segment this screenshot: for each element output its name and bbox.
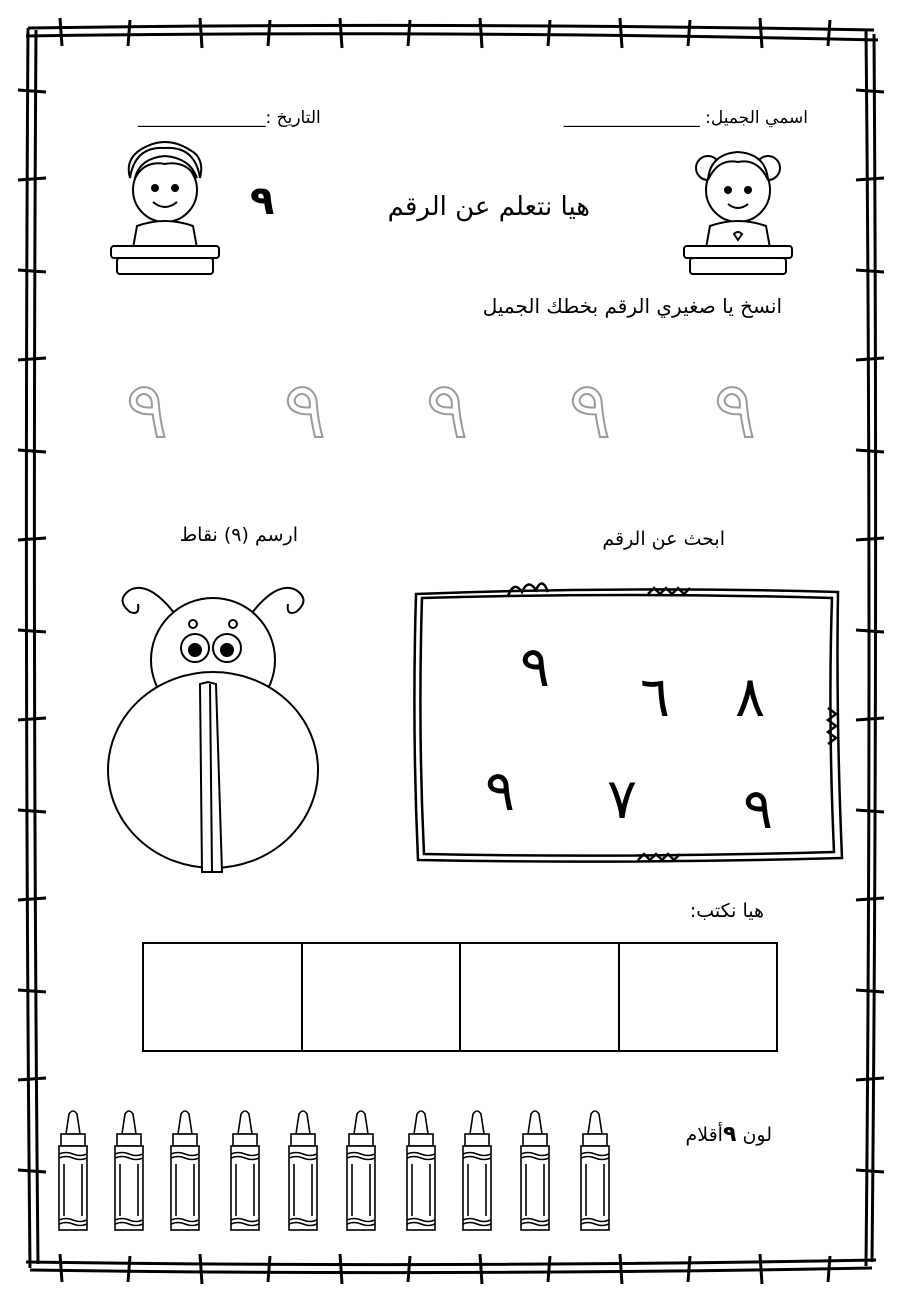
draw-instruction: ارسم (٩) نقاط <box>179 524 298 546</box>
search-digit[interactable]: ٩ <box>742 777 774 842</box>
color-instruction-prefix: لون <box>742 1124 772 1146</box>
trace-digit: ٩ <box>714 366 756 456</box>
page-title: هيا نتعلم عن الرقم <box>387 192 590 222</box>
writing-box[interactable] <box>620 944 777 1050</box>
trace-digit: ٩ <box>569 366 611 456</box>
crayon[interactable] <box>403 1108 439 1234</box>
crayon[interactable] <box>111 1108 147 1234</box>
crayon[interactable] <box>343 1108 379 1234</box>
trace-digit: ٩ <box>284 366 326 456</box>
crayon-row <box>55 1108 625 1238</box>
search-digit[interactable]: ٧ <box>606 767 638 832</box>
search-digit[interactable]: ٩ <box>519 635 551 700</box>
writing-grid <box>142 942 778 1052</box>
boy-at-desk-illustration <box>105 138 225 278</box>
search-instruction: ابحث عن الرقم <box>602 528 725 550</box>
name-field-label: اسمي الجميل: ________________ <box>563 108 808 128</box>
color-instruction-number: ٩ <box>722 1122 737 1147</box>
date-field-label: التاريخ :_______________ <box>138 108 321 128</box>
girl-at-desk-illustration <box>678 138 798 278</box>
search-digit[interactable]: ٩ <box>484 759 516 824</box>
color-instruction <box>685 1122 772 1147</box>
writing-box[interactable] <box>461 944 620 1050</box>
crayon[interactable] <box>227 1108 263 1234</box>
writing-box[interactable] <box>303 944 462 1050</box>
write-instruction: هيا نكتب: <box>689 900 764 922</box>
copy-instruction: انسخ يا صغيري الرقم بخطك الجميل <box>482 294 782 318</box>
search-digit[interactable]: ٨ <box>734 665 766 730</box>
color-instruction-suffix: أقلام <box>685 1124 723 1146</box>
crayon[interactable] <box>285 1108 321 1234</box>
crayon[interactable] <box>517 1108 553 1234</box>
crayon[interactable] <box>459 1108 495 1234</box>
search-digit[interactable]: ٦ <box>639 665 671 730</box>
trace-digit: ٩ <box>126 366 168 456</box>
ladybug-drawing[interactable] <box>100 560 330 880</box>
crayon[interactable] <box>55 1108 91 1234</box>
crayon[interactable] <box>167 1108 203 1234</box>
writing-box[interactable] <box>144 944 303 1050</box>
crayon[interactable] <box>577 1108 613 1234</box>
trace-digit: ٩ <box>426 366 468 456</box>
title-number: ٩ <box>250 178 275 224</box>
